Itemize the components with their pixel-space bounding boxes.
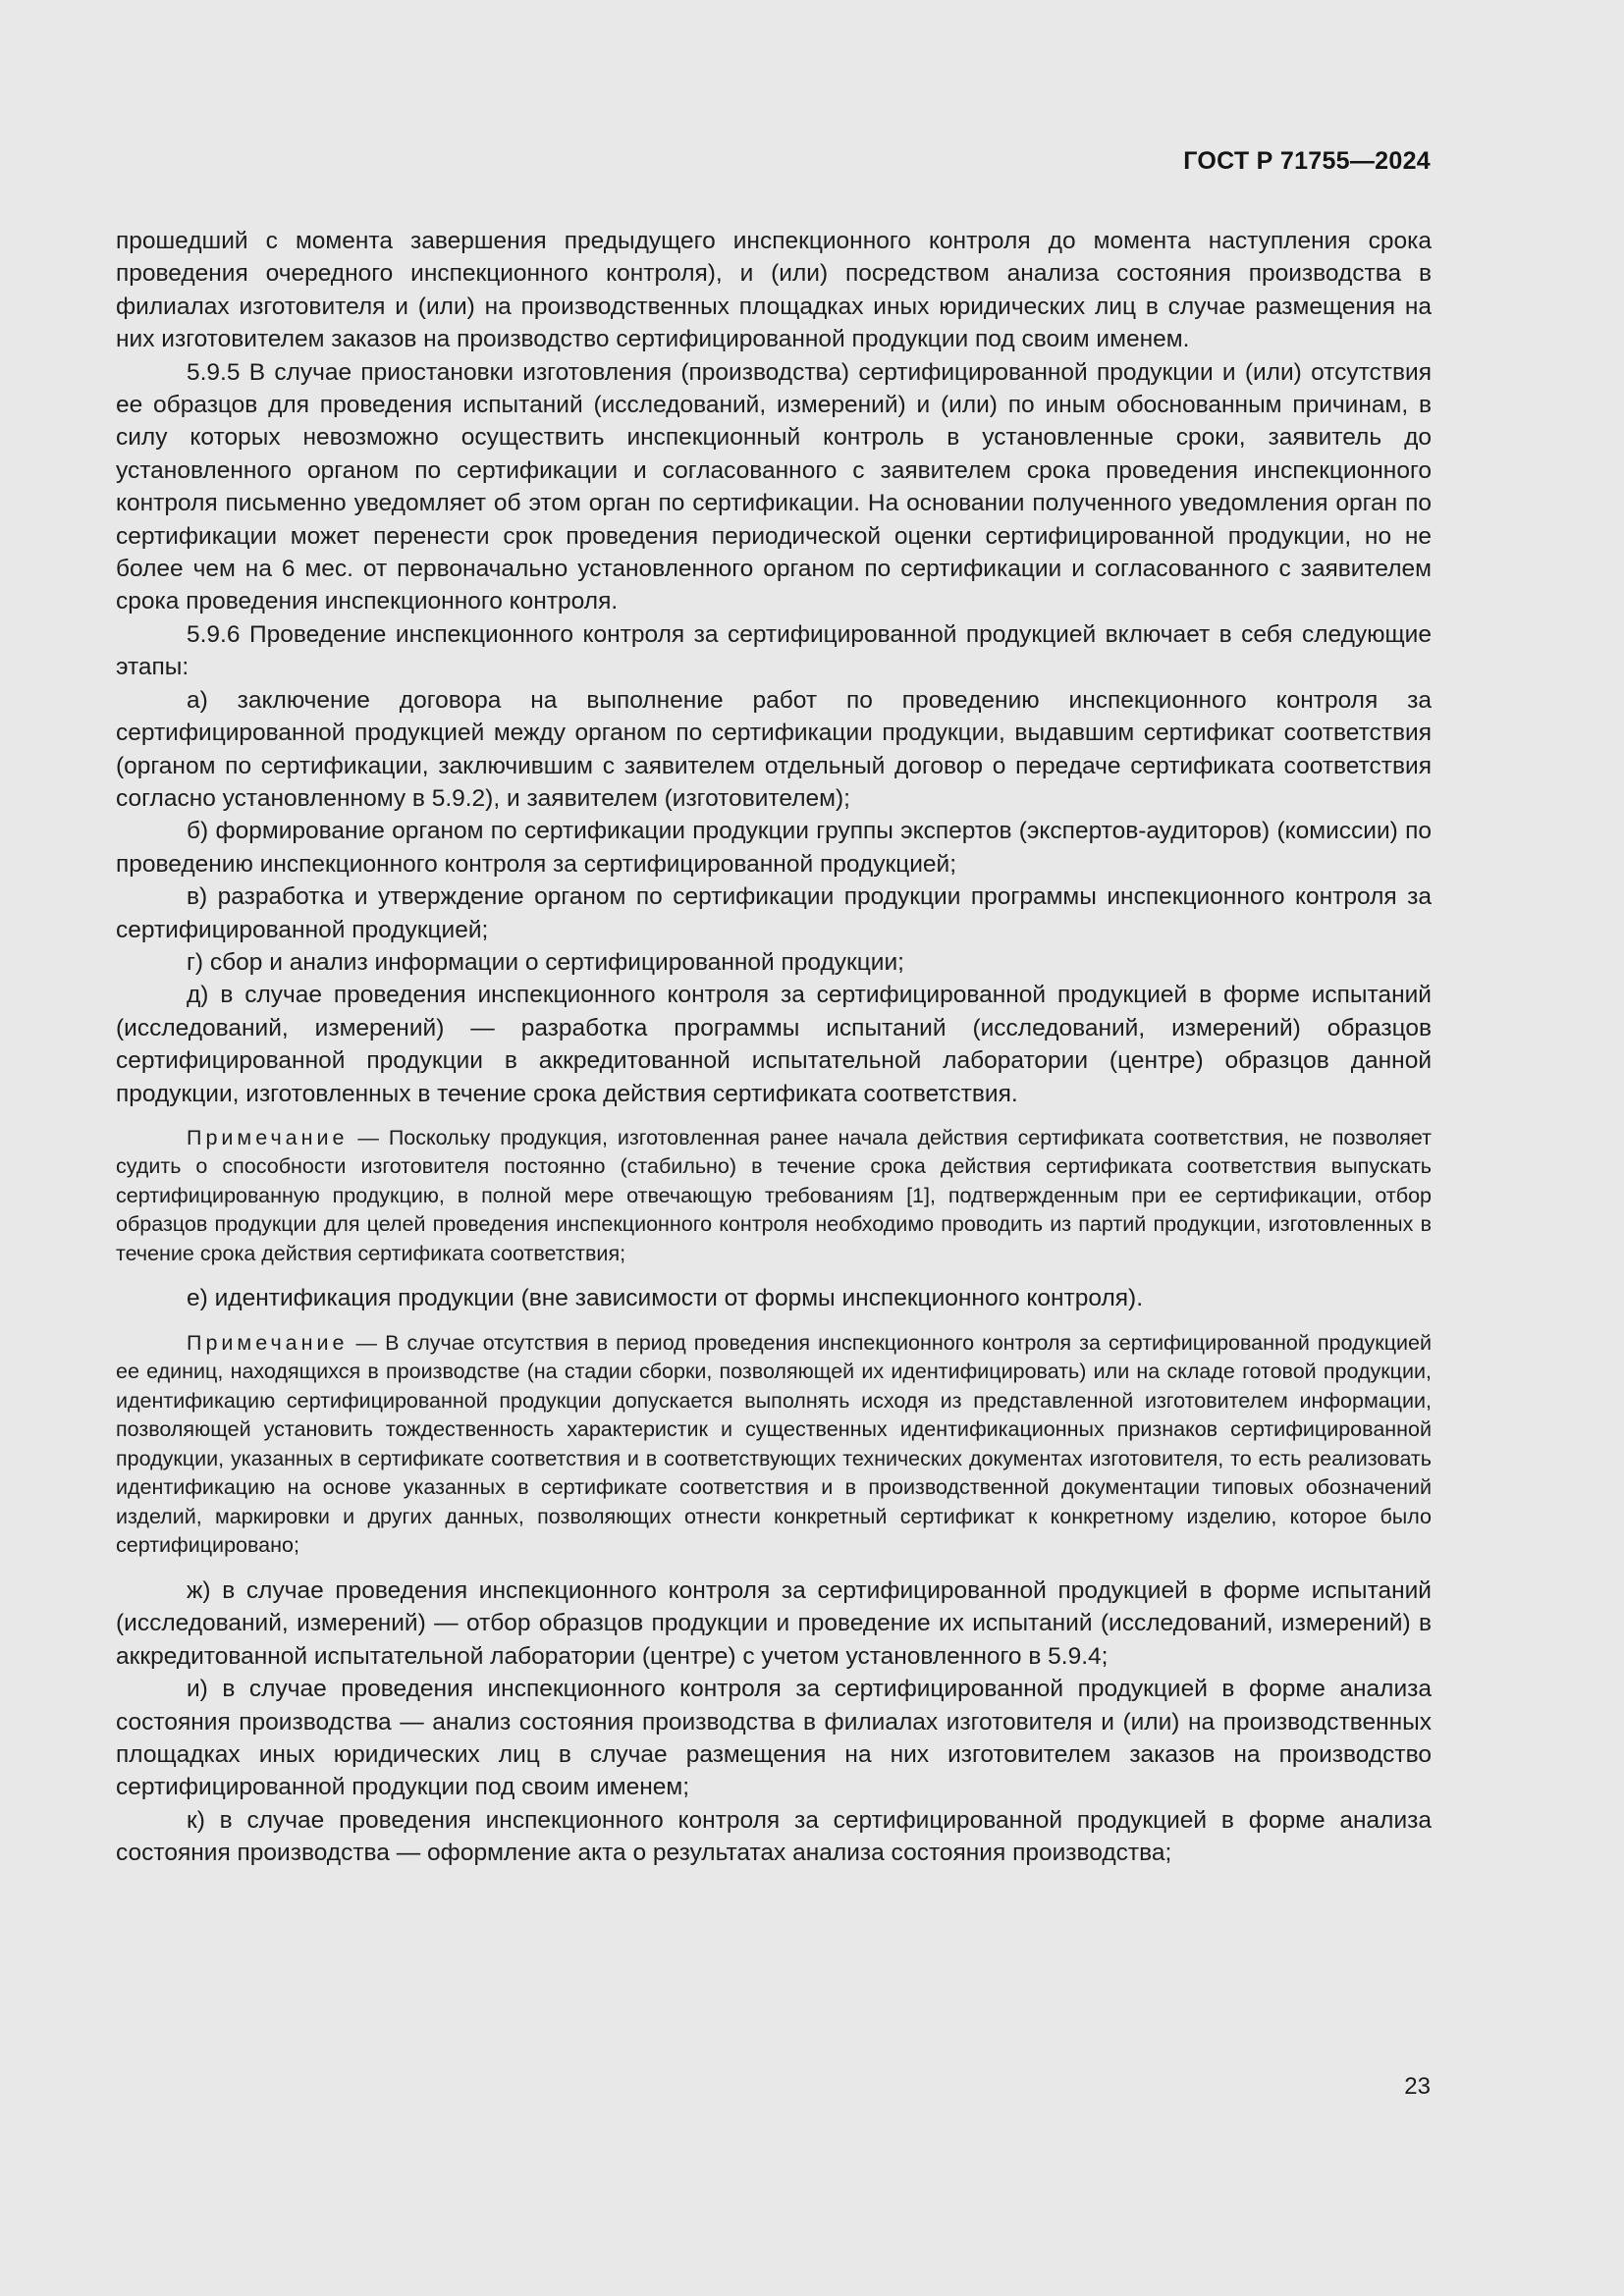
document-header: ГОСТ Р 71755—2024 [1183, 147, 1431, 175]
note-1 [116, 1124, 1432, 1269]
list-item-a: а) заключение договора на выполнение работ по проведению инспекционного контроля за сертифицированной продукцией между органом по сертификации продукции, выдавшим сертификат соответствия (органом по сертификации, заключившим с заявителем отдельный договор о передаче сертификата соответствия согласно установленному в 5.9.2), и заявителем (изготовителем); [116, 686, 1432, 812]
note-2-text: — В случае отсутствия в период проведения инспекционного контроля за сертифицированной продукцией ее единиц, находящихся в производстве (на стадии сборки, позволяющей их идентифицировать) или на складе готовой продукции, идентификацию сертифицированной продукции допускается выполнять исходя из представленной изготовителем информации, позволяющей установить тождественность характеристик и существенных идентификационных признаков сертифицированной продукции, указанных в сертификате соответствия и в соответствующих технических документах изготовителя, то есть реализовать идентификацию на основе указанных в сертификате соответствия и в производственной документации типовых обозначений изделий, маркировки и других данных, позволяющих отнести конкретный сертификат к конкретному изделию, которое было сертифицировано; [116, 1330, 1432, 1558]
list-item-g: г) сбор и анализ информации о сертифицированной продукции; [187, 948, 904, 976]
page-number: 23 [1404, 2073, 1431, 2100]
list-item-b: б) формирование органом по сертификации продукции группы экспертов (экспертов-аудиторов) (комиссии) по проведению инспекционного контроля за сертифицированной продукцией; [116, 818, 1432, 878]
list-item-k: к) в случае проведения инспекционного контроля за сертифицированной продукцией в форме анализа состояния производства — оформление акта о результатах анализа состояния производства; [116, 1806, 1432, 1867]
note-2 [116, 1329, 1432, 1561]
document-body [116, 225, 1432, 1870]
list-item-d: д) в случае проведения инспекционного контроля за сертифицированной продукцией в форме испытаний (исследований, измерений) — разработка программы испытаний (исследований, измерений) образцов сертифицированной продукции в аккредитованной испытательной лаборатории (центре) образцов данной продукции, изготовленных в течение срока действия сертификата соответствия. [116, 982, 1432, 1107]
list-item-e: е) идентификация продукции (вне зависимости от формы инспекционного контроля). [187, 1285, 1144, 1312]
note-2-label: Примечание [187, 1330, 349, 1355]
note-1-text: — Поскольку продукция, изготовленная ранее начала действия сертификата соответствия, не позволяет судить о способности изготовителя постоянно (стабильно) в течение срока действия сертификата соответствия выпускать сертифицированную продукцию, в полной мере отвечающую требованиям [1], подтвержденным при ее сертификации, отбор образцов продукции для целей проведения инспекционного контроля необходимо проводить из партий продукции, изготовленных в течение срока действия сертификата соответствия; [116, 1125, 1432, 1265]
note-1-label: Примечание [187, 1125, 349, 1149]
list-item-i: и) в случае проведения инспекционного контроля за сертифицированной продукцией в форме анализа состояния производства — анализ состояния производства в филиалах изготовителя и (или) на производственных площадках иных юридических лиц в случае размещения на них изготовителем заказов на производство сертифицированной продукции под своим именем; [116, 1676, 1432, 1801]
clause-5-9-6: 5.9.6 Проведение инспекционного контроля за сертифицированной продукцией включает в себя следующие этапы: [116, 620, 1432, 681]
list-item-zh: ж) в случае проведения инспекционного контроля за сертифицированной продукцией в форме испытаний (исследований, измерений) — отбор образцов продукции и проведение их испытаний (исследований, измерений) в аккредитованной испытательной лаборатории (центре) с учетом установленного в 5.9.4; [116, 1576, 1432, 1670]
clause-5-9-5: 5.9.5 В случае приостановки изготовления (производства) сертифицированной продукции и (или) отсутствия ее образцов для проведения испытаний (исследований, измерений) и (или) по иным обоснованным причинам, в силу которых невозможно осуществить инспекционный контроль в установленные сроки, заявитель до установленного органом по сертификации и согласованного с заявителем срока проведения инспекционного контроля письменно уведомляет об этом орган по сертификации. На основании полученного уведомления орган по сертификации может перенести срок проведения периодической оценки сертифицированной продукции, но не более чем на 6 мес. от первоначально установленного органом по сертификации и согласованного с заявителем срока проведения инспекционного контроля. [116, 358, 1432, 615]
paragraph-continuation: прошедший с момента завершения предыдущего инспекционного контроля до момента наступления срока проведения очередного инспекционного контроля), и (или) посредством анализа состояния производства в филиалах изготовителя и (или) на производственных площадках иных юридических лиц в случае размещения на них изготовителем заказов на производство сертифицированной продукции под своим именем. [116, 228, 1432, 353]
list-item-v: в) разработка и утверждение органом по сертификации продукции программы инспекционного контроля за сертифицированной продукцией; [116, 883, 1432, 943]
